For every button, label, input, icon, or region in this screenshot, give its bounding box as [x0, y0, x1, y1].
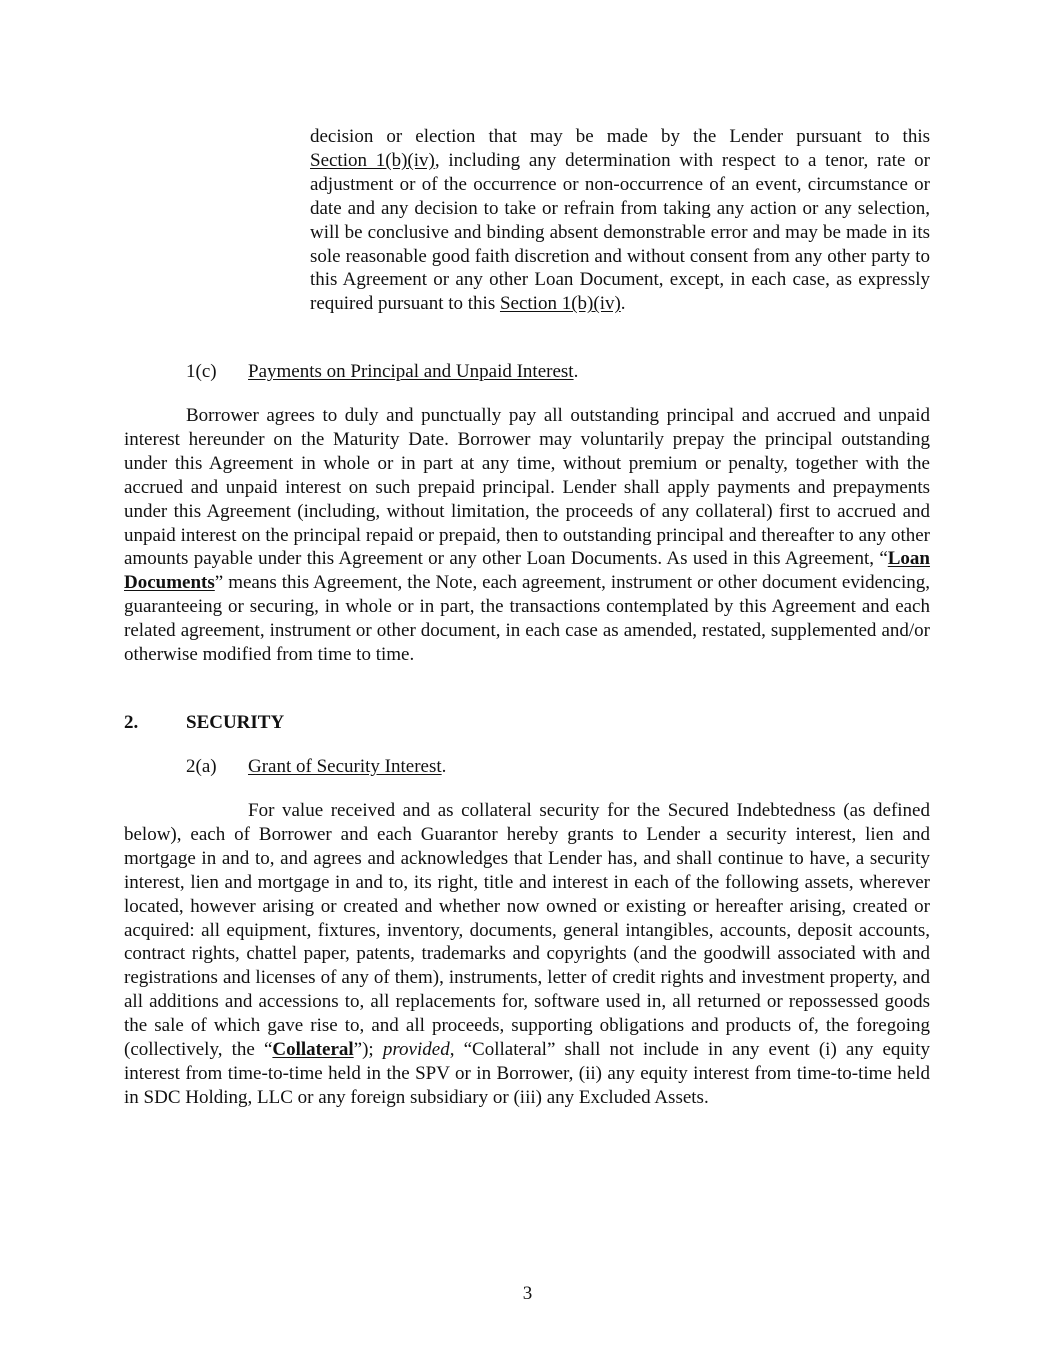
section-title: SECURITY: [186, 712, 285, 733]
section-title: Payments on Principal and Unpaid Interest: [248, 361, 574, 382]
paragraph-text-3: , “Collateral” shall not include in any event (i) any equity interest from time-to-time held in the SPV or in Borrower, (ii) any equity interest from time-to-time held in SDC Holding, LLC or any foreign subsidiary or (iii) any Excluded Assets.: [124, 1039, 930, 1108]
section-2a-paragraph: [124, 799, 930, 1110]
continuation-text-2: , including any determination with respect to a tenor, rate or adjustment or of the occurrence or non-occurrence of an event, circumstance or date and any decision to take or refrain from taking any action or any selection, will be conclusive and binding absent demonstrable error and may be made in its sole reasonable good faith discretion and without consent from any other party to this Agreement or any other Loan Document, except, in each case, as expressly required pursuant to this: [310, 149, 931, 315]
paragraph-text-1: Borrower agrees to duly and punctually pay all outstanding principal and accrued and unpaid interest hereunder on the Maturity Date. Borrower may voluntarily prepay the principal outstanding under this Agreement in whole or in part at any time, without premium or penalty, together with the accrued and unpaid interest on such prepaid principal. Lender shall apply payments and prepayments under this Agreement (including, without limitation, the proceeds of any collateral) first to accrued and unpaid interest on the principal repaid or prepaid, then to outstanding principal and thereafter to any other amounts payable under this Agreement or any other Loan Documents. As used in this Agreement, “: [124, 405, 930, 570]
section-1c-heading: [186, 360, 578, 384]
section-number: 2.: [124, 712, 139, 733]
page-number: 3: [522, 1283, 533, 1304]
proviso-term: provided: [382, 1039, 450, 1061]
continuation-paragraph: [310, 125, 930, 316]
section-reference-link: Section 1(b)(iv): [499, 293, 621, 315]
defined-term: Loan Documents: [124, 548, 930, 594]
section-2-heading: [124, 711, 284, 735]
section-title: Grant of Security Interest: [248, 756, 442, 777]
section-number: 2(a): [186, 756, 217, 777]
section-title-punctuation: .: [573, 361, 579, 382]
continuation-text-1: decision or election that may be made by the Lender pursuant to this: [310, 126, 930, 147]
section-title-punctuation: .: [441, 756, 447, 777]
section-number: 1(c): [186, 361, 217, 382]
section-reference-link: Section 1(b)(iv): [310, 149, 435, 171]
section-2a-heading: [186, 755, 446, 779]
paragraph-text-2: ”);: [353, 1039, 383, 1061]
section-1c-paragraph: [124, 404, 930, 667]
paragraph-text-1: For value received and as collateral security for the Secured Indebtedness (as defined below), each of Borrower and each Guarantor hereby grants to Lender a security interest, lien and mortgage in and to, and agrees and acknowledges that Lender has, and shall continue to have, a security interest, lien and mortgage in and to, its right, title and interest in each of the following assets, wherever located, however arising or created and whether now owned or existing or hereafter arising, created or acquired: all equipment, fixtures, inventory, documents, general intangibles, accounts, deposit accounts, contract rights, chattel paper, patents, trademarks and copyrights (and the goodwill associated with and registrations and licenses of any of them), instruments, letter of credit rights and investment property, and all additions and accessions to, all replacements for, software used in, all returned or repossessed goods the sale of which gave rise to, and all proceeds, supporting obligations and products of, the foregoing (collectively, the “: [124, 800, 930, 1061]
defined-term: Collateral: [272, 1039, 354, 1061]
paragraph-text-2: ” means this Agreement, the Note, each agreement, instrument or other document evidencing, guaranteeing or securing, in whole or in part, the transactions contemplated by this Agreement and each related agreement, instrument or other document, in each case as amended, restated, supplemented and/or otherwise modified from time to time.: [124, 572, 930, 666]
continuation-text-3: .: [620, 293, 626, 315]
